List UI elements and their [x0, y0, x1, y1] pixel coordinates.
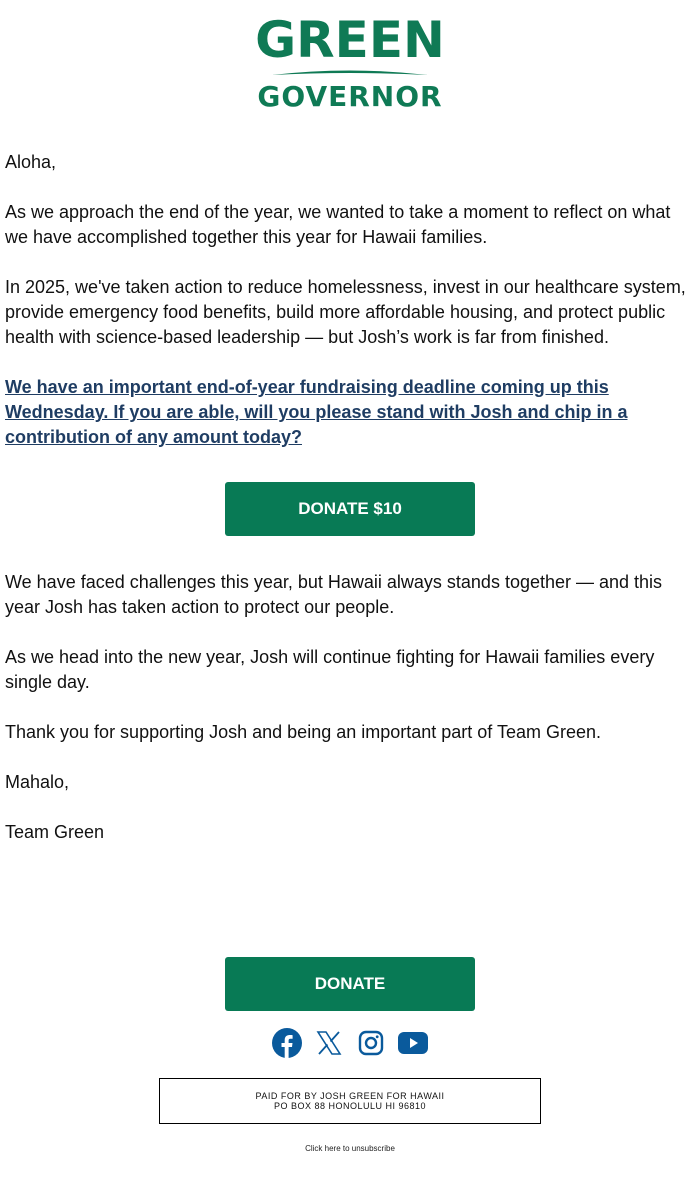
unsubscribe-link[interactable]: Click here to unsubscribe	[305, 1144, 395, 1153]
fundraising-link[interactable]: We have an important end-of-year fundraising deadline coming up this Wednesday. If you are able, will you please stand with Josh and chip in a contribution of any amount today?	[5, 377, 628, 447]
x-icon[interactable]	[313, 1027, 345, 1059]
youtube-icon[interactable]	[397, 1027, 429, 1059]
paid-for-line1: PAID FOR BY JOSH GREEN FOR HAWAII	[255, 1091, 445, 1101]
challenges-paragraph: We have faced challenges this year, but Hawaii always stands together — and this year Josh has taken action to protect our people.	[5, 572, 663, 617]
new-year-paragraph: As we head into the new year, Josh will continue fighting for Hawaii families every single day.	[5, 647, 655, 692]
facebook-icon[interactable]	[271, 1027, 303, 1059]
paid-for-disclaimer	[159, 1078, 541, 1124]
paid-for-line2: PO BOX 88 HONOLULU HI 96810	[273, 1101, 427, 1111]
signature: Team Green	[5, 822, 105, 842]
green-governor-logo	[0, 11, 700, 113]
greeting: Aloha,	[5, 152, 57, 172]
logo-line2: GOVERNOR	[257, 80, 443, 113]
logo-line1: GREEN	[255, 11, 445, 69]
accomplishments-paragraph: In 2025, we've taken action to reduce homelessness, invest in our healthcare system, provide emergency food benefits, build more affordable housing, and protect public health with science-based leadership — but Josh’s work is far from finished.	[5, 277, 686, 347]
intro-paragraph: As we approach the end of the year, we wanted to take a moment to reflect on what we have accomplished together this year for Hawaii families.	[5, 202, 671, 247]
donate-10-button[interactable]: DONATE $10	[225, 482, 475, 536]
donate-button[interactable]: DONATE	[225, 957, 475, 1011]
signoff: Mahalo,	[5, 772, 70, 792]
thank-you-paragraph: Thank you for supporting Josh and being an important part of Team Green.	[5, 722, 602, 742]
instagram-icon[interactable]	[355, 1027, 387, 1059]
logo-swoosh	[270, 68, 430, 78]
social-links	[0, 1027, 700, 1059]
